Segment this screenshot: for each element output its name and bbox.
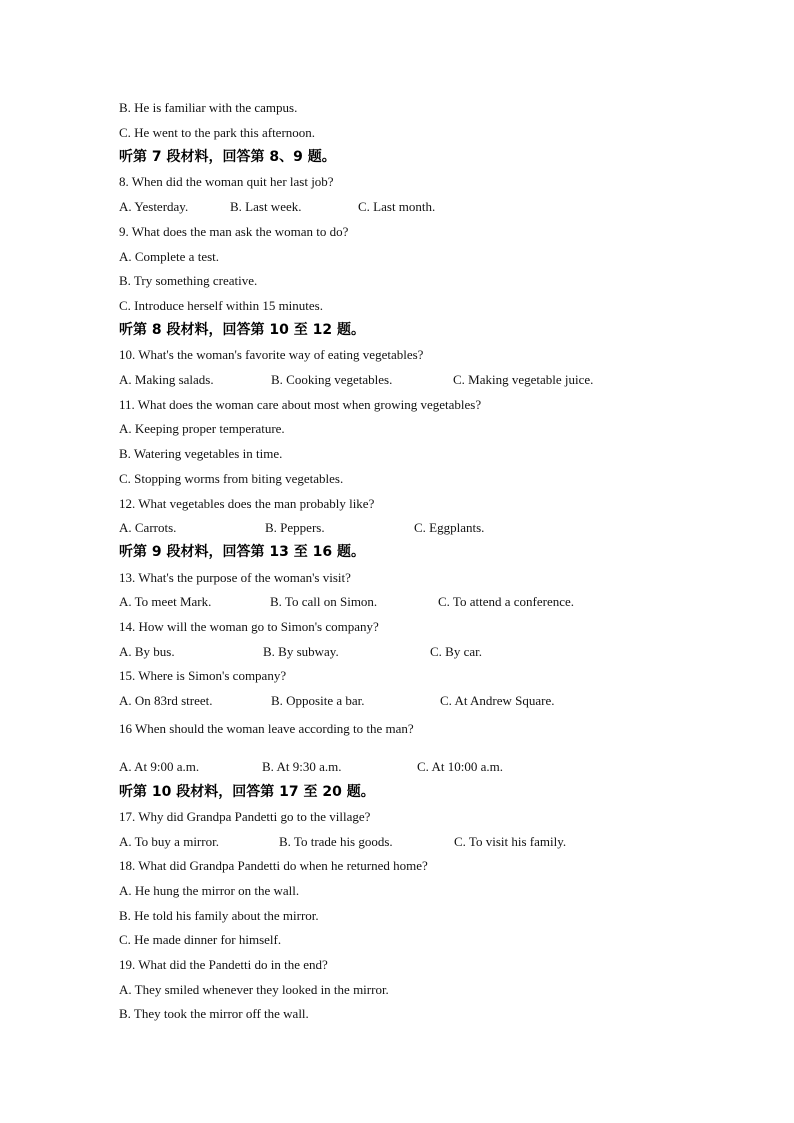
q19-option-b: B. They took the mirror off the wall. bbox=[119, 1006, 309, 1021]
q15-option-b: B. Opposite a bar. bbox=[271, 693, 365, 708]
question-14: 14. How will the woman go to Simon's company? bbox=[119, 619, 379, 634]
q11-option-b: B. Watering vegetables in time. bbox=[119, 446, 283, 461]
q13-option-a: A. To meet Mark. bbox=[119, 594, 212, 609]
question-10: 10. What's the woman's favorite way of eating vegetables? bbox=[119, 347, 424, 362]
section-header-10: 听第 10 段材料，回答第 17 至 20 题。 bbox=[119, 784, 375, 800]
q15-option-a: A. On 83rd street. bbox=[119, 693, 213, 708]
q16-option-b: B. At 9:30 a.m. bbox=[262, 759, 342, 774]
q16-option-c: C. At 10:00 a.m. bbox=[417, 759, 503, 774]
q8-option-c: C. Last month. bbox=[358, 199, 436, 214]
section-header-8: 听第 8 段材料，回答第 10 至 12 题。 bbox=[119, 322, 365, 338]
q13-option-b: B. To call on Simon. bbox=[270, 594, 378, 609]
question-17: 17. Why did Grandpa Pandetti go to the village? bbox=[119, 809, 371, 824]
q17-option-a: A. To buy a mirror. bbox=[119, 834, 219, 849]
question-19: 19. What did the Pandetti do in the end? bbox=[119, 957, 328, 972]
q16-option-a: A. At 9:00 a.m. bbox=[119, 759, 200, 774]
question-9: 9. What does the man ask the woman to do? bbox=[119, 224, 349, 239]
q12-option-c: C. Eggplants. bbox=[414, 520, 485, 535]
q9-option-b: B. Try something creative. bbox=[119, 273, 258, 288]
section-header-7: 听第 7 段材料，回答第 8、9 题。 bbox=[119, 149, 336, 165]
q18-option-b: B. He told his family about the mirror. bbox=[119, 908, 319, 923]
q11-option-c: C. Stopping worms from biting vegetables. bbox=[119, 471, 344, 486]
q14-option-b: B. By subway. bbox=[263, 644, 339, 659]
q15-option-c: C. At Andrew Square. bbox=[440, 693, 555, 708]
q17-option-b: B. To trade his goods. bbox=[279, 834, 393, 849]
q9-option-a: A. Complete a test. bbox=[119, 249, 220, 264]
question-8: 8. When did the woman quit her last job? bbox=[119, 174, 334, 189]
q8-option-a: A. Yesterday. bbox=[119, 199, 189, 214]
question-13: 13. What's the purpose of the woman's visit? bbox=[119, 570, 351, 585]
q12-option-b: B. Peppers. bbox=[265, 520, 325, 535]
q18-option-c: C. He made dinner for himself. bbox=[119, 932, 282, 947]
q14-option-c: C. By car. bbox=[430, 644, 482, 659]
question-11: 11. What does the woman care about most when growing vegetables? bbox=[119, 397, 482, 412]
question-16: 16 When should the woman leave according to the man? bbox=[119, 721, 414, 736]
q14-option-a: A. By bus. bbox=[119, 644, 175, 659]
q10-option-a: A. Making salads. bbox=[119, 372, 214, 387]
q11-option-a: A. Keeping proper temperature. bbox=[119, 421, 285, 436]
q19-option-a: A. They smiled whenever they looked in the mirror. bbox=[119, 982, 389, 997]
q8-option-b: B. Last week. bbox=[230, 199, 302, 214]
q9-option-c: C. Introduce herself within 15 minutes. bbox=[119, 298, 323, 313]
question-15: 15. Where is Simon's company? bbox=[119, 668, 287, 683]
q13-option-c: C. To attend a conference. bbox=[438, 594, 575, 609]
question-12: 12. What vegetables does the man probably like? bbox=[119, 496, 375, 511]
q10-option-c: C. Making vegetable juice. bbox=[453, 372, 594, 387]
q10-option-b: B. Cooking vegetables. bbox=[271, 372, 393, 387]
q17-option-c: C. To visit his family. bbox=[454, 834, 567, 849]
section-header-9: 听第 9 段材料，回答第 13 至 16 题。 bbox=[119, 544, 365, 560]
question-18: 18. What did Grandpa Pandetti do when he returned home? bbox=[119, 858, 428, 873]
q7-option-c: C. He went to the park this afternoon. bbox=[119, 125, 316, 140]
q7-option-b: B. He is familiar with the campus. bbox=[119, 100, 298, 115]
q18-option-a: A. He hung the mirror on the wall. bbox=[119, 883, 300, 898]
q12-option-a: A. Carrots. bbox=[119, 520, 177, 535]
